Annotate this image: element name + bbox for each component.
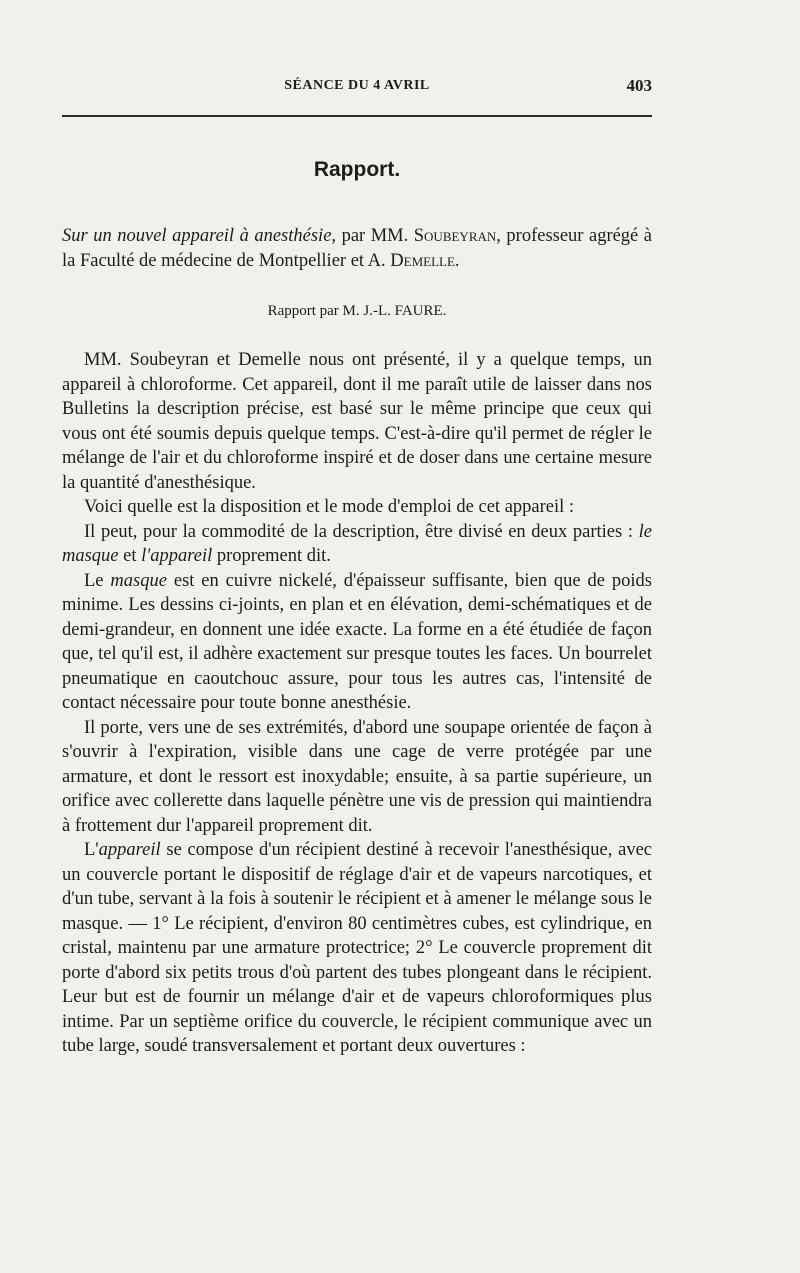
term-appareil: l'appareil <box>141 546 213 566</box>
running-head <box>62 76 652 100</box>
running-title: SÉANCE DU 4 AVRIL <box>284 78 430 93</box>
author-soubeyran: Soubeyran <box>413 226 497 246</box>
report-body <box>62 348 652 1059</box>
paragraph-3-part-a: Il peut, pour la commodité de la description, être divisé en deux parties : <box>84 521 639 542</box>
author-demelle: Demelle <box>390 250 455 271</box>
paragraph-3 <box>62 520 652 569</box>
subject-by: par MM. <box>336 226 414 246</box>
paragraph-5: Il porte, vers une de ses extrémités, d'abord une soupape orientée de façon à s'ouvrir à l'expiration, visible dans une cage de verre protégée par une armature, et dont le ressort est inoxydable; ensuite, à sa partie supérieure, un orifice avec collerette dans laquelle pénètre une vis de pression qui maintiendra à frottement dur l'appareil proprement dit. <box>62 717 652 836</box>
paragraph-3-part-c: proprement dit. <box>212 546 331 566</box>
paragraph-6 <box>62 838 652 1059</box>
term-masque: le masque <box>62 521 652 566</box>
report-subject <box>62 224 652 273</box>
term-appareil-2: appareil <box>98 840 161 860</box>
author-description: , professeur agrégé à la Faculté de médecine de Montpellier et A. <box>62 226 653 271</box>
paragraph-4-part-a: Le <box>84 570 111 591</box>
paragraph-6-part-b: se compose d'un récipient destiné à recevoir l'anesthésique, avec un couvercle portant le dispositif de réglage d'air et de vapeurs narcotiques, et d'un tube, servant à la fois à soutenir le récipient et à amener le mélange sous le masque. — 1° Le récipient, d'environ 80 centimètres cubes, est cylindrique, en cristal, maintenu par une armature protectrice; 2° Le couvercle proprement dit porte d'abord six petits trous d'où partent des tubes plongeant dans le récipient. Leur but est de fournir un mélange d'air et de vapeurs chloroformiques plus intime. Par un septième orifice du couvercle, le récipient communique avec un tube large, soudé transversalement et portant deux ouvertures : <box>62 840 652 1056</box>
paragraph-6-part-a: L' <box>84 840 99 860</box>
paragraph-1: MM. Soubeyran et Demelle nous ont présenté, il y a quelque temps, un appareil à chloroforme. Cet appareil, dont il me paraît utile de laisser dans nos Bulletins la description précise, est basé sur le même principe que ceux qui vous ont été soumis depuis quelque temps. C'est-à-dire qu'il permet de régler le mélange de l'air et du chloroforme inspiré et de doser dans une certaine mesure la quantité d'anesthésique. <box>62 350 652 493</box>
subject-title: Sur un nouvel appareil à anesthésie, <box>62 226 337 246</box>
paragraph-2: Voici quelle est la disposition et le mode d'emploi de cet appareil : <box>84 497 575 517</box>
paragraph-4 <box>62 569 652 716</box>
term-masque-2: masque <box>110 570 167 591</box>
subject-end: . <box>454 250 460 271</box>
subject-paragraph <box>62 224 652 273</box>
reporter-line: Rapport par M. J.-L. FAURE. <box>267 303 447 319</box>
header-rule <box>62 115 652 117</box>
page-number: 403 <box>626 76 652 95</box>
paragraph-4-part-b: est en cuivre nickelé, d'épaisseur suffisante, bien que de poids minime. Les dessins ci-joints, en plan et en élévation, demi-schématiques et de demi-grandeur, en donnent une idée exacte. La forme en a été étudiée de façon que, tel qu'il est, il adhère exactement sur presque toutes les faces. Un bourrelet pneumatique en caoutchouc assure, pour tous les autres cas, l'intensité de contact nécessaire pour toute bonne anesthésie. <box>62 570 653 713</box>
paragraph-3-part-b: et <box>118 546 142 566</box>
section-title: Rapport. <box>313 158 401 181</box>
